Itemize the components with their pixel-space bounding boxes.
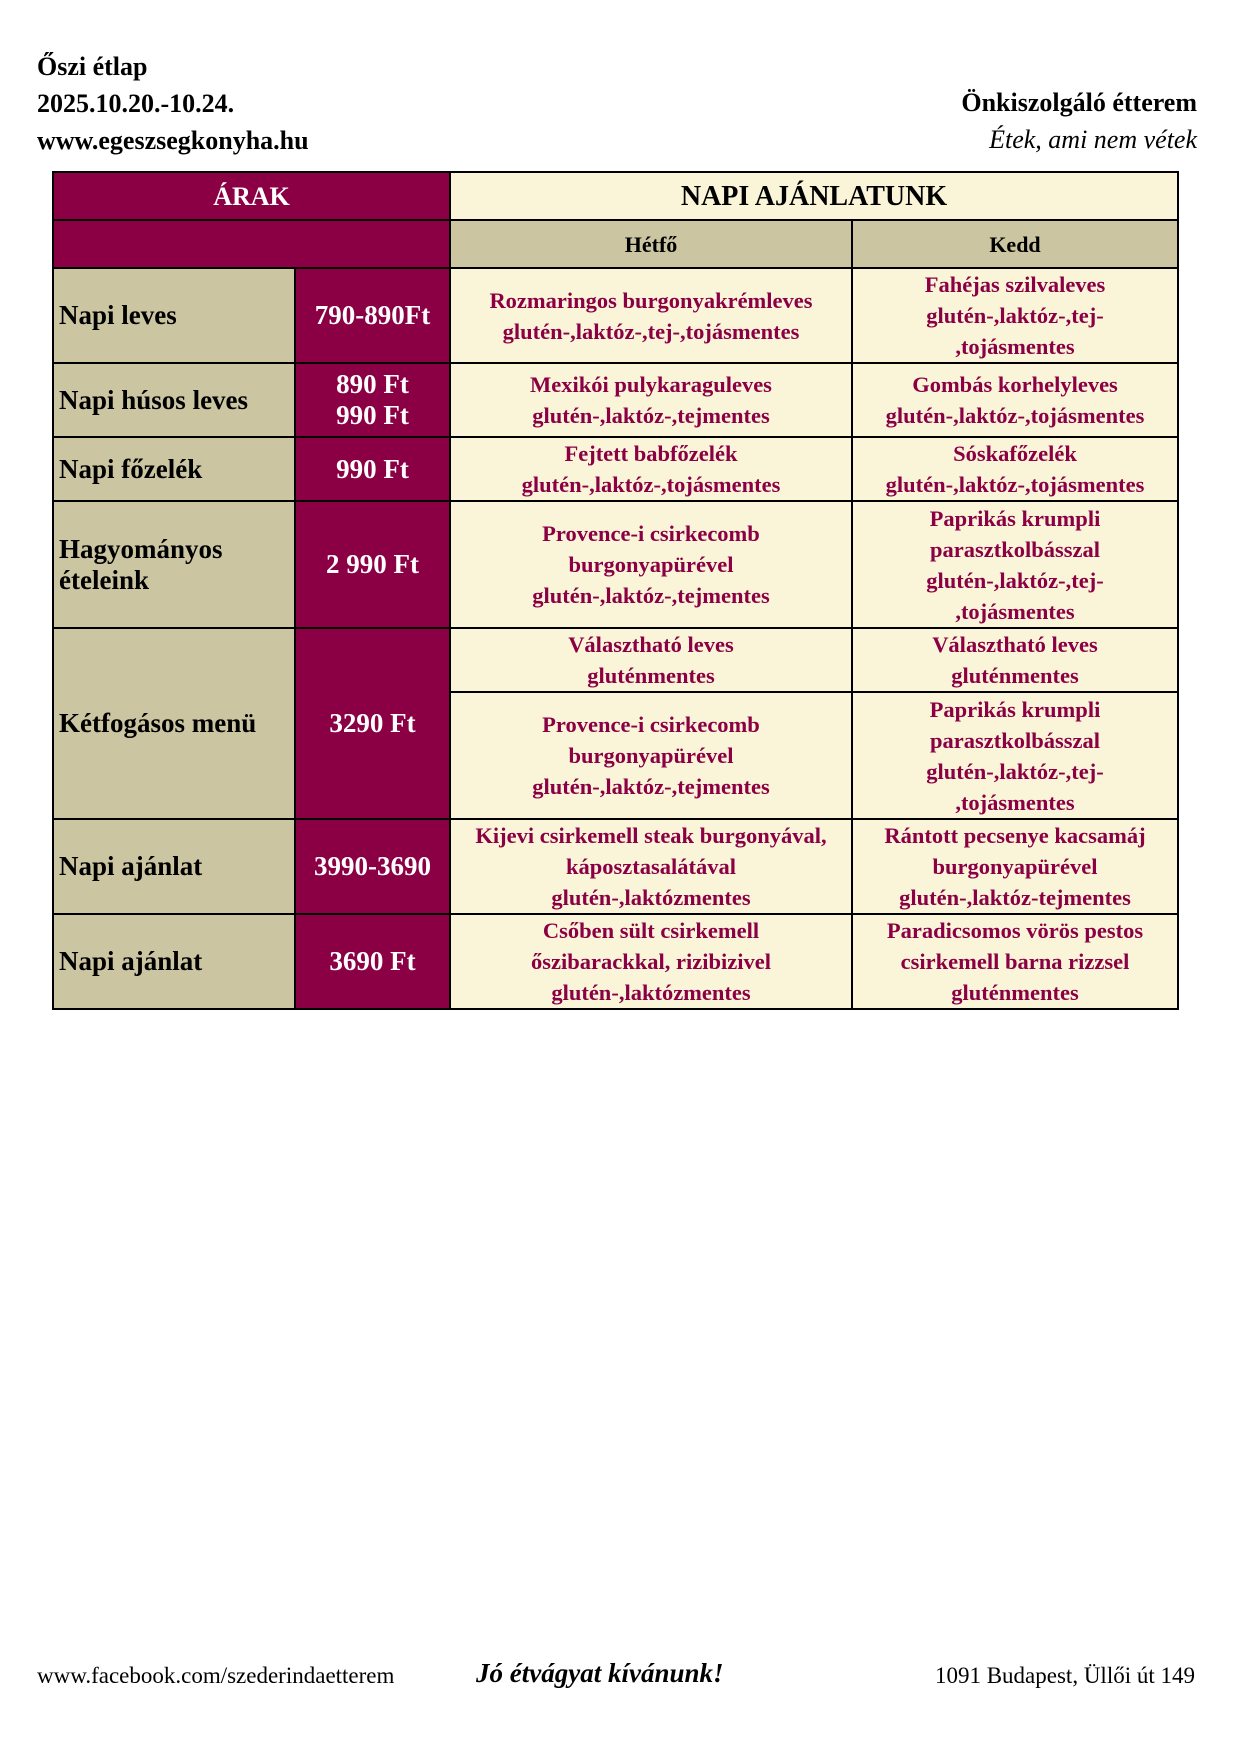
slogan: Étek, ami nem vétek [989, 125, 1197, 154]
table-row [53, 819, 1178, 914]
tuesday-dish: Rántott pecsenye kacsamáj burgonyapürével glutén-,laktóz-tejmentes [852, 819, 1178, 914]
row-price: 990 Ft [295, 437, 450, 501]
tuesday-dish: Sóskafőzelék glutén-,laktóz-,tojásmentes [852, 437, 1178, 501]
tuesday-dish: Paprikás krumpli parasztkolbásszal glutén-,laktóz-,tej- ,tojásmentes [852, 692, 1178, 819]
address: 1091 Budapest, Üllői út 149 [934, 1663, 1195, 1688]
row-label: Kétfogásos menü [53, 628, 295, 819]
tuesday-dish: Fahéjas szilvaleves glutén-,laktóz-,tej- ,tojásmentes [852, 268, 1178, 363]
row-label: Hagyományos ételeink [53, 501, 295, 628]
row-price: 790-890Ft [295, 268, 450, 363]
row-label: Napi ajánlat [53, 819, 295, 914]
menu-table [52, 171, 1179, 1010]
monday-dish: Fejtett babfőzelék glutén-,laktóz-,tojásmentes [450, 437, 852, 501]
table-row [53, 437, 1178, 501]
day-tuesday: Kedd [852, 220, 1178, 268]
offers-header: NAPI AJÁNLATUNK [450, 172, 1178, 220]
row-price: 890 Ft 990 Ft [295, 363, 450, 437]
tuesday-dish: Paprikás krumpli parasztkolbásszal glutén-,laktóz-,tej- ,tojásmentes [852, 501, 1178, 628]
row-label: Napi húsos leves [53, 363, 295, 437]
tuesday-dish: Gombás korhelyleves glutén-,laktóz-,tojásmentes [852, 363, 1178, 437]
prices-header: ÁRAK [53, 172, 450, 220]
menu-title: Őszi étlap [37, 52, 148, 81]
table-row [53, 914, 1178, 1009]
table-row [53, 628, 1178, 692]
row-price: 3990-3690 [295, 819, 450, 914]
tuesday-dish: Paradicsomos vörös pestos csirkemell barna rizzsel gluténmentes [852, 914, 1178, 1009]
date-range: 2025.10.20.-10.24. [37, 89, 235, 118]
monday-dish: Kijevi csirkemell steak burgonyával, káposztasalátával glutén-,laktózmentes [450, 819, 852, 914]
monday-dish: Provence-i csirkecomb burgonyapürével glutén-,laktóz-,tejmentes [450, 501, 852, 628]
row-label: Napi főzelék [53, 437, 295, 501]
day-monday: Hétfő [450, 220, 852, 268]
greeting: Jó étvágyat kívánunk! [476, 1658, 724, 1688]
header-left [37, 48, 309, 159]
table-row [53, 501, 1178, 628]
table-row [53, 363, 1178, 437]
row-price: 3290 Ft [295, 628, 450, 819]
row-label: Napi leves [53, 268, 295, 363]
monday-dish: Rozmaringos burgonyakrémleves glutén-,laktóz-,tej-,tojásmentes [450, 268, 852, 363]
monday-dish: Mexikói pulykaraguleves glutén-,laktóz-,tejmentes [450, 363, 852, 437]
website-link[interactable]: www.egeszsegkonyha.hu [37, 126, 309, 155]
monday-dish: Csőben sült csirkemell őszibarackkal, rizibizivel glutén-,laktózmentes [450, 914, 852, 1009]
row-label: Napi ajánlat [53, 914, 295, 1009]
days-row [53, 220, 1178, 268]
monday-soup: Választható leves gluténmentes [450, 628, 852, 692]
facebook-link[interactable]: www.facebook.com/szederindaetterem [37, 1663, 395, 1688]
blank-cell [53, 220, 450, 268]
table-row [53, 268, 1178, 363]
monday-dish: Provence-i csirkecomb burgonyapürével glutén-,laktóz-,tejmentes [450, 692, 852, 819]
restaurant-name: Önkiszolgáló étterem [961, 88, 1197, 117]
row-price: 3690 Ft [295, 914, 450, 1009]
header-right [961, 84, 1197, 158]
tuesday-soup: Választható leves gluténmentes [852, 628, 1178, 692]
row-price: 2 990 Ft [295, 501, 450, 628]
table-header-row [53, 172, 1178, 220]
